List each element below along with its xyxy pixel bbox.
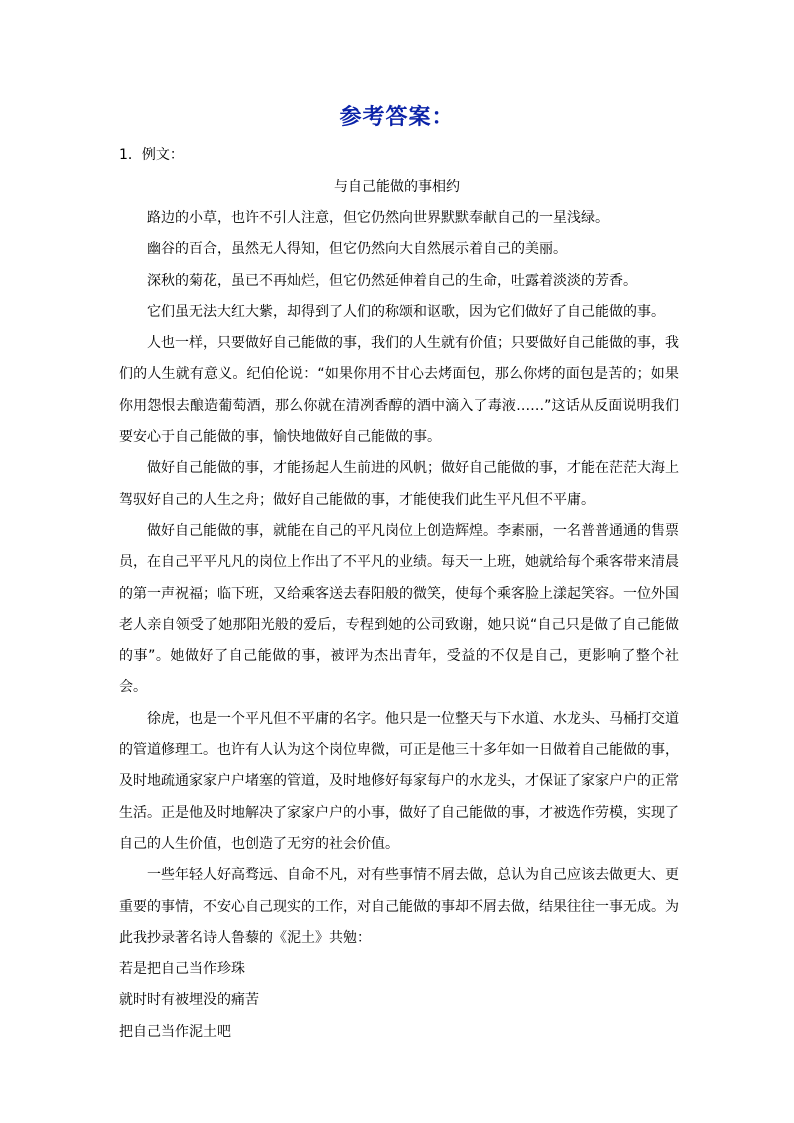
paragraph: 幽谷的百合，虽然无人得知，但它仍然向大自然展示着自己的美丽。 xyxy=(147,241,567,258)
poem-line: 就时时有被埋没的痛苦 xyxy=(119,992,259,1009)
essay-body xyxy=(119,203,679,1048)
question-number: 1．例文： xyxy=(119,147,184,163)
page-title: 参考答案： xyxy=(339,104,455,130)
paragraph: 它们虽无法大红大紫，却得到了人们的称颂和讴歌，因为它们做好了自己能做的事。 xyxy=(147,303,665,320)
paragraph: 一些年轻人好高骛远、自命不凡，对有些事情不屑去做，总认为自己应该去做更大、更重要的事情，不安心自己现实的工作，对自己能做的事却不屑去做，结果往往一事无成。为此我抄录著名诗人鲁藜的《泥土》共勉： xyxy=(119,867,679,946)
paragraph: 人也一样，只要做好自己能做的事，我们的人生就有价值；只要做好自己能做的事，我们的人生就有意义。纪伯伦说：“如果你用不甘心去烤面包，那么你烤的面包是苦的；如果你用怨恨去酿造葡萄酒，那么你就在清冽香醇的酒中滴入了毒液……”这话从反面说明我们要安心于自己能做的事，愉快地做好自己能做的事。 xyxy=(119,335,679,446)
essay-title: 与自己能做的事相约 xyxy=(334,179,460,195)
paragraph: 徐虎，也是一个平凡但不平庸的名字。他只是一位整天与下水道、水龙头、马桶打交道的管道修理工。也许有人认为这个岗位卑微，可正是他三十多年如一日做着自己能做的事，及时地疏通家家户户堵塞的管道，及时地修好每家每户的水龙头，才保证了家家户户的正常生活。正是他及时地解决了家家户户的小事，做好了自己能做的事，才被选作劳模，实现了自己的人生价值，也创造了无穷的社会价值。 xyxy=(119,710,679,852)
paragraph: 深秋的菊花，虽已不再灿烂，但它仍然延伸着自己的生命，吐露着淡淡的芳香。 xyxy=(147,272,637,289)
poem-line: 若是把自己当作珍珠 xyxy=(119,961,245,978)
poem-line: 把自己当作泥土吧 xyxy=(119,1023,231,1040)
paragraph: 做好自己能做的事，就能在自己的平凡岗位上创造辉煌。李素丽，一名普普通通的售票员，在自己平平凡凡的岗位上作出了不平凡的业绩。每天一上班，她就给每个乘客带来清晨的第一声祝福；临下班，又给乘客送去春阳般的微笑，使每个乘客脸上漾起笑容。一位外国老人亲自领受了她那阳光般的爱后，专程到她的公司致谢，她只说“自己只是做了自己能做的事”。她做好了自己能做的事，被评为杰出青年，受益的不仅是自己，更影响了整个社会。 xyxy=(119,522,679,696)
paragraph: 路边的小草，也许不引人注意，但它仍然向世界默默奉献自己的一星浅绿。 xyxy=(147,210,609,226)
paragraph: 做好自己能做的事，才能扬起人生前进的风帆；做好自己能做的事，才能在茫茫大海上驾驭好自己的人生之舟；做好自己能做的事，才能使我们此生平凡但不平庸。 xyxy=(119,460,679,508)
